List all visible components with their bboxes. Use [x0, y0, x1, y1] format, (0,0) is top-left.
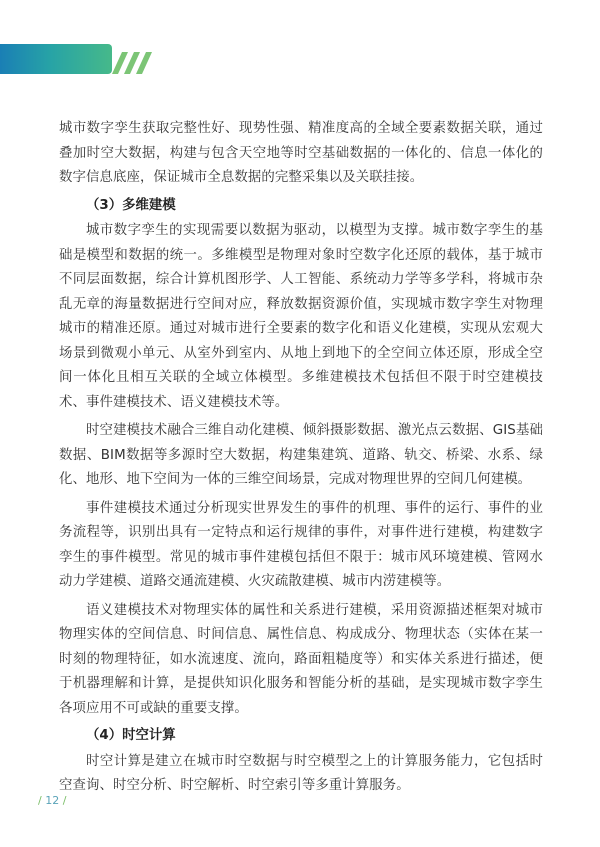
footer-slash-right: /	[62, 794, 67, 807]
page-content	[59, 117, 543, 799]
body-paragraph: 事件建模技术通过分析现实世界发生的事件的机理、事件的运行、事件的业务流程等，识别出具有一定特点和运行规律的事件，对事件进行建模，构建数字孪生的事件模型。常见的城市事件建模包括但不限于：城市风环境建模、管网水动力学建模、道路交通流建模、火灾疏散建模、城市内涝建模等。	[59, 500, 543, 589]
section-heading-multidimensional-modeling: （3）多维建模	[86, 197, 176, 213]
section-heading-spatiotemporal-computing: （4）时空计算	[86, 728, 176, 743]
body-paragraph: 城市数字孪生的实现需要以数据为驱动，以模型为支撑。城市数字孪生的基础是模型和数据的统一。多维模型是物理对象时空数字化还原的载体，基于城市不同层面数据，综合计算机图形学、人工智能、系统动力学等多学科，将城市杂乱无章的海量数据进行空间对应，释放数据资源价值，实现城市数字孪生对物理城市的精准还原。通过对城市进行全要素的数字化和语义化建模，实现从宏观大场景到微观小单元、从室外到室内、从地上到地下的全空间立体还原，形成全空间一体化且相互关联的全域立体模型。多维建模技术包括但不限于时空建模技术、事件建模技术、语义建模技术等。	[59, 223, 543, 410]
page-number: 12	[45, 794, 60, 807]
header-color-band	[0, 44, 112, 74]
body-paragraph: 时空建模技术融合三维自动化建模、倾斜摄影数据、激光点云数据、GIS基础数据、BIM数据等多源时空大数据，构建集建筑、道路、轨交、桥梁、水系、绿化、地形、地下空间为一体的三维空间场景，完成对物理世界的空间几何建模。	[59, 423, 543, 487]
footer-slash-left: /	[38, 794, 42, 807]
body-paragraph: 时空计算是建立在城市时空数据与时空模型之上的计算服务能力，它包括时空查询、时空分析、时空解析、时空索引等多重计算服务。	[59, 753, 543, 793]
intro-paragraph: 城市数字孪生获取完整性好、现势性强、精准度高的全域全要素数据关联，通过叠加时空大数据，构建与包含天空地等时空基础数据的一体化的、信息一体化的数字信息底座，保证城市全息数据的完整采集以及关联挂接。	[59, 121, 543, 185]
body-paragraph: 语义建模技术对物理实体的属性和关系进行建模，采用资源描述框架对城市物理实体的空间信息、时间信息、属性信息、构成成分、物理状态（实体在某一时刻的物理特征，如水流速度、流向，路面粗糙度等）和实体关系进行描述，便于机器理解和计算，是提供知识化服务和智能分析的基础，是实现城市数字孪生各项应用不可或缺的重要支撑。	[59, 602, 543, 716]
header-stripes-decoration	[112, 52, 152, 74]
page-footer	[38, 794, 66, 807]
